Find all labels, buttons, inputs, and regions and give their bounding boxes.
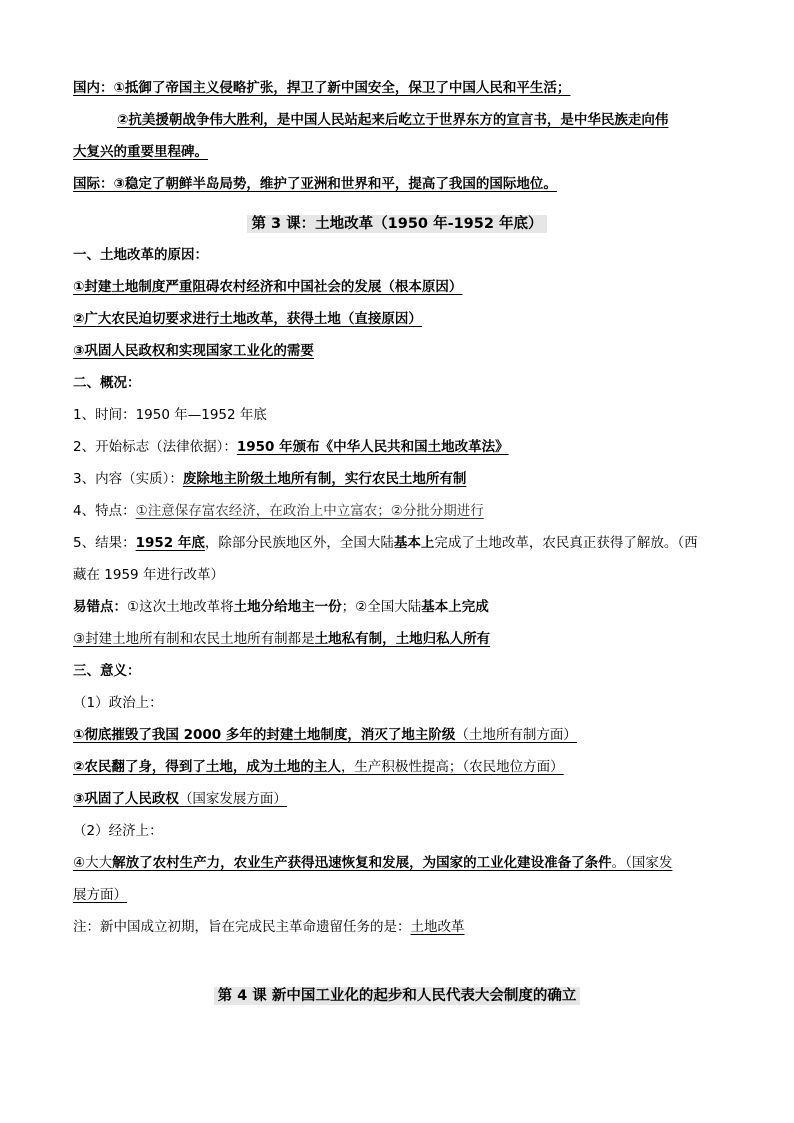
cause-1 bbox=[73, 271, 725, 303]
note-text: 注：新中国成立初期，旨在完成民主革命遗留任务的是： bbox=[73, 919, 411, 935]
political-3 bbox=[73, 783, 725, 815]
political-3a: ③巩固了人民政权 bbox=[73, 791, 179, 807]
lesson4-title bbox=[0, 980, 794, 1012]
overview-result bbox=[73, 527, 725, 559]
note-line bbox=[73, 911, 725, 943]
political-2b: ，生产积极性提高；（农民地位方面） bbox=[340, 759, 564, 775]
economic-1-cont bbox=[73, 879, 725, 911]
political-2 bbox=[73, 751, 725, 783]
cause-3 bbox=[73, 335, 725, 367]
overview-start-label: 2、开始标志（法律依据）： bbox=[73, 439, 237, 455]
overview-content bbox=[73, 463, 725, 495]
error-point-1a: ①这次土地改革将 bbox=[127, 599, 234, 615]
economic-1 bbox=[73, 847, 725, 879]
cause-2 bbox=[73, 303, 725, 335]
economic-1b: 解放了农村生产力，农业生产获得迅速恢复和发展，为国家的工业化建设准备了条件 bbox=[112, 855, 612, 871]
overview-result-mid: ，除部分民族地区外，全国大陆 bbox=[204, 535, 394, 551]
error-point-1b: 土地分给地主一份 bbox=[233, 599, 342, 615]
overview-start-value: 1950 年颁布《中华人民共和国土地改革法》 bbox=[236, 439, 509, 455]
cause-1-text: ①封建土地制度严重阻碍农村经济和中国社会的发展（根本原因） bbox=[73, 279, 463, 295]
international-significance: 国际：③稳定了朝鲜半岛局势，维护了亚洲和世界和平，提高了我国的国际地位。 bbox=[73, 176, 557, 192]
domestic-significance-2-cont: 大复兴的重要里程碑。 bbox=[73, 144, 208, 160]
economic-1-cont-text: 展方面） bbox=[73, 887, 127, 903]
overview-features bbox=[73, 495, 725, 527]
cause-3-text: ③巩固人民政权和实现国家工业化的需要 bbox=[73, 343, 314, 359]
overview-features-value: ①注意保存富农经济，在政治上中立富农；②分批分期进行 bbox=[135, 503, 484, 519]
overview-time: 1、时间：1950 年—1952 年底 bbox=[73, 407, 267, 423]
error-point-2a: ③封建土地所有制和农民土地所有制都是 bbox=[73, 631, 315, 647]
cause-2-text: ②广大农民迫切要求进行土地改革，获得土地（直接原因） bbox=[73, 311, 422, 327]
overview-content-value: 废除地主阶级土地所有制，实行农民土地所有制 bbox=[182, 471, 467, 487]
political-1b: （土地所有制方面） bbox=[455, 727, 577, 743]
political-heading: （1）政治上： bbox=[73, 695, 163, 711]
error-point-2 bbox=[73, 623, 725, 655]
overview-result-bold: 基本上 bbox=[393, 535, 435, 551]
lesson3-title bbox=[0, 208, 794, 240]
domestic-significance-1: 国内：①抵御了帝国主义侵略扩张，捍卫了新中国安全，保卫了中国人民和平生活； bbox=[73, 80, 571, 96]
overview-result-cont: 藏在 1959 年进行改革） bbox=[73, 567, 224, 583]
lesson3-title-text: 第 3 课：土地改革（1950 年-1952 年底） bbox=[247, 215, 546, 233]
overview-result-rest: 完成了土地改革，农民真正获得了解放。（西 bbox=[434, 535, 698, 551]
lesson4-title-text: 第 4 课 新中国工业化的起步和人民代表大会制度的确立 bbox=[214, 987, 581, 1005]
political-3b: （国家发展方面） bbox=[178, 791, 287, 807]
section-causes-heading: 一、土地改革的原因： bbox=[73, 247, 208, 263]
political-1a: ①彻底摧毁了我国 2000 多年的封建土地制度，消灭了地主阶级 bbox=[73, 727, 456, 743]
economic-1a: ④大大 bbox=[73, 855, 113, 871]
political-1 bbox=[73, 719, 725, 751]
section-significance-heading: 三、意义： bbox=[73, 663, 141, 679]
error-point-2b: 土地私有制，土地归私人所有 bbox=[314, 631, 491, 647]
economic-1c: 。（国家发 bbox=[611, 855, 673, 871]
domestic-significance-2: ②抗美援朝战争伟大胜利，是中国人民站起来后屹立于世界东方的宣言书，是中华民族走向伟 bbox=[117, 112, 669, 128]
error-point-label: 易错点： bbox=[73, 599, 127, 615]
overview-features-label: 4、特点： bbox=[73, 503, 136, 519]
note-answer: 土地改革 bbox=[410, 919, 465, 935]
error-point-1d: 基本上完成 bbox=[421, 599, 489, 615]
error-point-1c: ；②全国大陆 bbox=[341, 599, 422, 615]
economic-heading: （2）经济上： bbox=[73, 823, 163, 839]
overview-content-label: 3、内容（实质）： bbox=[73, 471, 183, 487]
overview-start bbox=[73, 431, 725, 463]
error-point-1 bbox=[73, 591, 725, 623]
overview-result-year: 1952 年底 bbox=[135, 535, 205, 551]
overview-result-label: 5、结果： bbox=[73, 535, 136, 551]
section-overview-heading: 二、概况： bbox=[73, 375, 141, 391]
political-2a: ②农民翻了身，得到了土地，成为土地的主人 bbox=[73, 759, 341, 775]
